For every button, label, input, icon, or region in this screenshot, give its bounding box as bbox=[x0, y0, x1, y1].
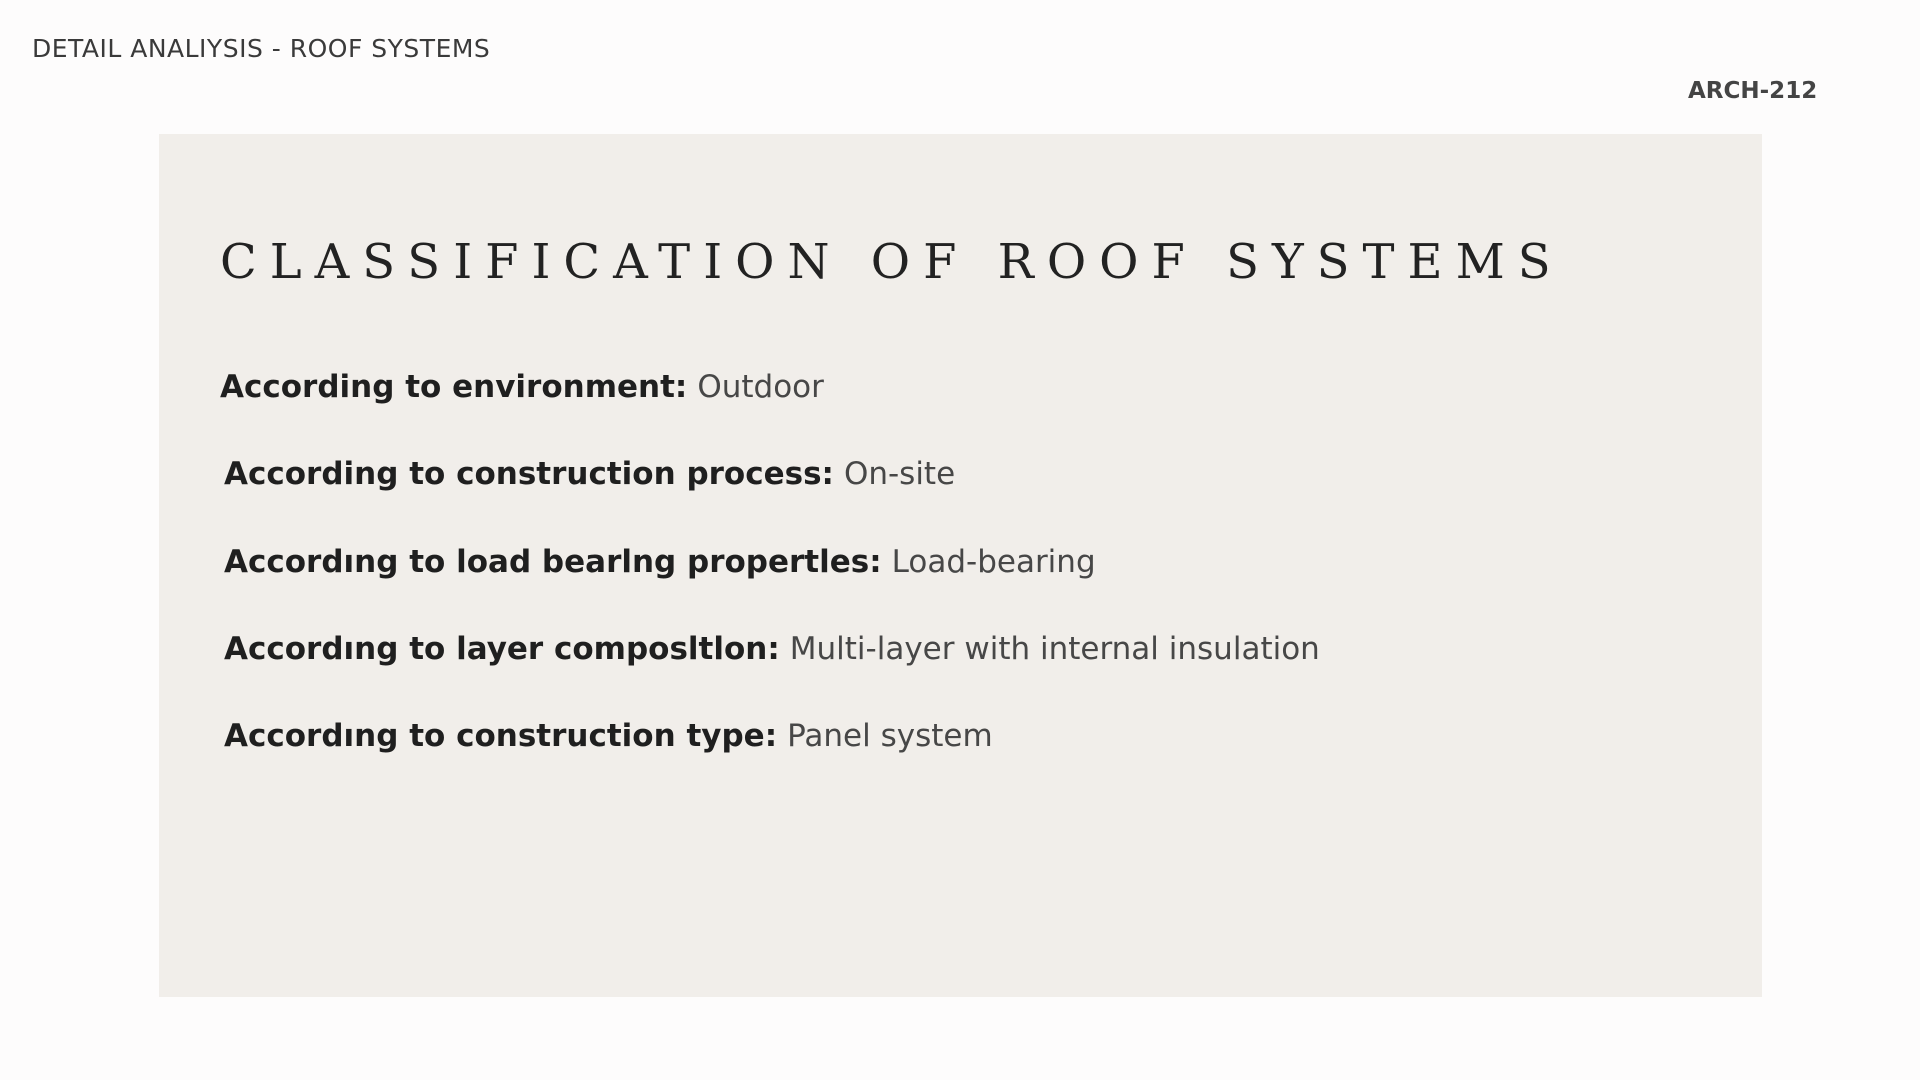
row-label: According to construction process: bbox=[224, 456, 834, 492]
row-value: On-site bbox=[843, 456, 956, 492]
classification-row-load-bearing bbox=[224, 544, 1096, 580]
content-panel bbox=[159, 134, 1762, 997]
row-label: Accordıng to load bearlng propertles: bbox=[224, 544, 882, 580]
row-label: Accordıng to layer composltlon: bbox=[224, 631, 780, 667]
classification-row-layer-composition bbox=[224, 631, 1320, 667]
row-label: According to environment: bbox=[220, 369, 688, 405]
row-value: Load-bearing bbox=[891, 544, 1096, 580]
panel-title: CLASSIFICATION OF ROOF SYSTEMS bbox=[220, 234, 1564, 290]
row-value: Multi-layer with internal insulation bbox=[789, 631, 1320, 667]
classification-row-construction-process bbox=[224, 456, 955, 492]
classification-row-environment bbox=[220, 369, 824, 405]
row-label: Accordıng to construction type: bbox=[224, 718, 778, 754]
row-value: Panel system bbox=[787, 718, 993, 754]
course-code: ARCH-212 bbox=[1688, 78, 1818, 104]
classification-row-construction-type bbox=[224, 718, 993, 754]
section-title: DETAIL ANALIYSIS - ROOF SYSTEMS bbox=[32, 34, 491, 63]
row-value: Outdoor bbox=[697, 369, 824, 405]
